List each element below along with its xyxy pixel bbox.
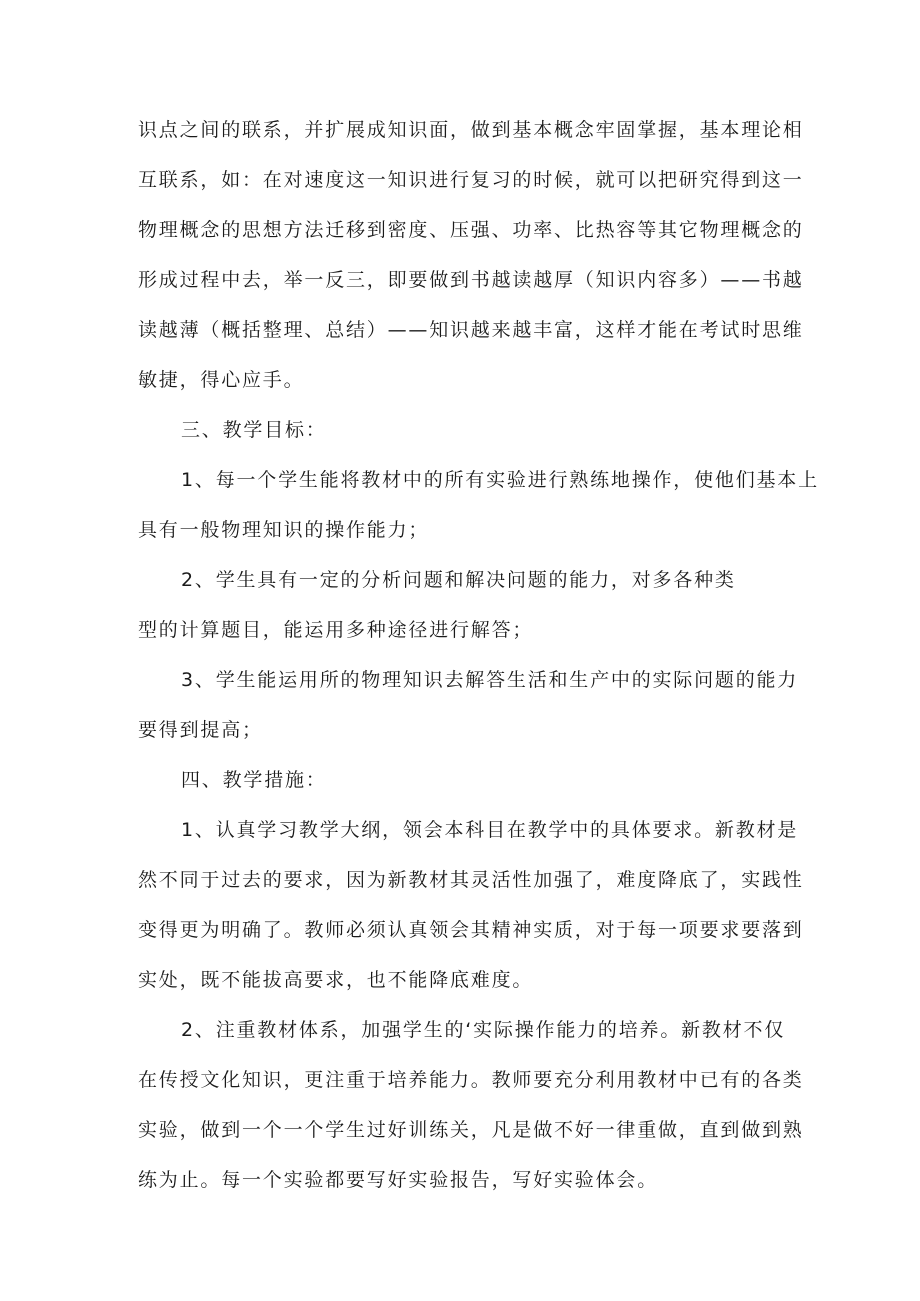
paragraph-line: 然不同于过去的要求，因为新教材其灵活性加强了，难度降底了，实践性 (138, 869, 804, 891)
paragraph-line: 识点之间的联系，并扩展成知识面，做到基本概念牢固掌握，基本理论相 (138, 119, 804, 141)
paragraph-line: 型的计算题目，能运用多种途径进行解答； (138, 619, 534, 641)
paragraph-line: 读越薄（概括整理、总结）——知识越来越丰富，这样才能在考试时思维 (138, 319, 804, 341)
paragraph-line: 形成过程中去，举一反三，即要做到书越读越厚（知识内容多）——书越 (138, 269, 804, 291)
paragraph-line: 1、每一个学生能将教材中的所有实验进行熟练地操作，使他们基本上 (181, 469, 819, 491)
paragraph-line: 练为止。每一个实验都要写好实验报告，写好实验体会。 (138, 1169, 659, 1191)
section-heading-measures: 四、教学措施： (181, 769, 327, 791)
paragraph-line: 互联系，如：在对速度这一知识进行复习的时候，就可以把研究得到这一 (138, 169, 804, 191)
paragraph-line: 在传授文化知识，更注重于培养能力。教师要充分利用教材中已有的各类 (138, 1069, 804, 1091)
paragraph-line: 敏捷，得心应手。 (138, 369, 305, 391)
paragraph-line: 2、学生具有一定的分析问题和解决问题的能力，对多各种类 (181, 569, 736, 591)
paragraph-line: 具有一般物理知识的操作能力； (138, 519, 430, 541)
paragraph-line: 1、认真学习教学大纲，领会本科目在教学中的具体要求。新教材是 (181, 819, 799, 841)
paragraph-line: 要得到提高； (138, 719, 263, 741)
paragraph-line: 变得更为明确了。教师必须认真领会其精神实质，对于每一项要求要落到 (138, 919, 804, 941)
section-heading-goals: 三、教学目标： (181, 419, 327, 441)
paragraph-line: 物理概念的思想方法迁移到密度、压强、功率、比热容等其它物理概念的 (138, 219, 804, 241)
paragraph-line: 3、学生能运用所的物理知识去解答生活和生产中的实际问题的能力 (181, 669, 799, 691)
paragraph-line: 2、注重教材体系，加强学生的‘实际操作能力的培养。新教材不仅 (181, 1019, 786, 1041)
paragraph-line: 实验，做到一个一个学生过好训练关，凡是做不好一律重做，直到做到熟 (138, 1119, 804, 1141)
paragraph-line: 实处，既不能拔高要求，也不能降底难度。 (138, 969, 534, 991)
